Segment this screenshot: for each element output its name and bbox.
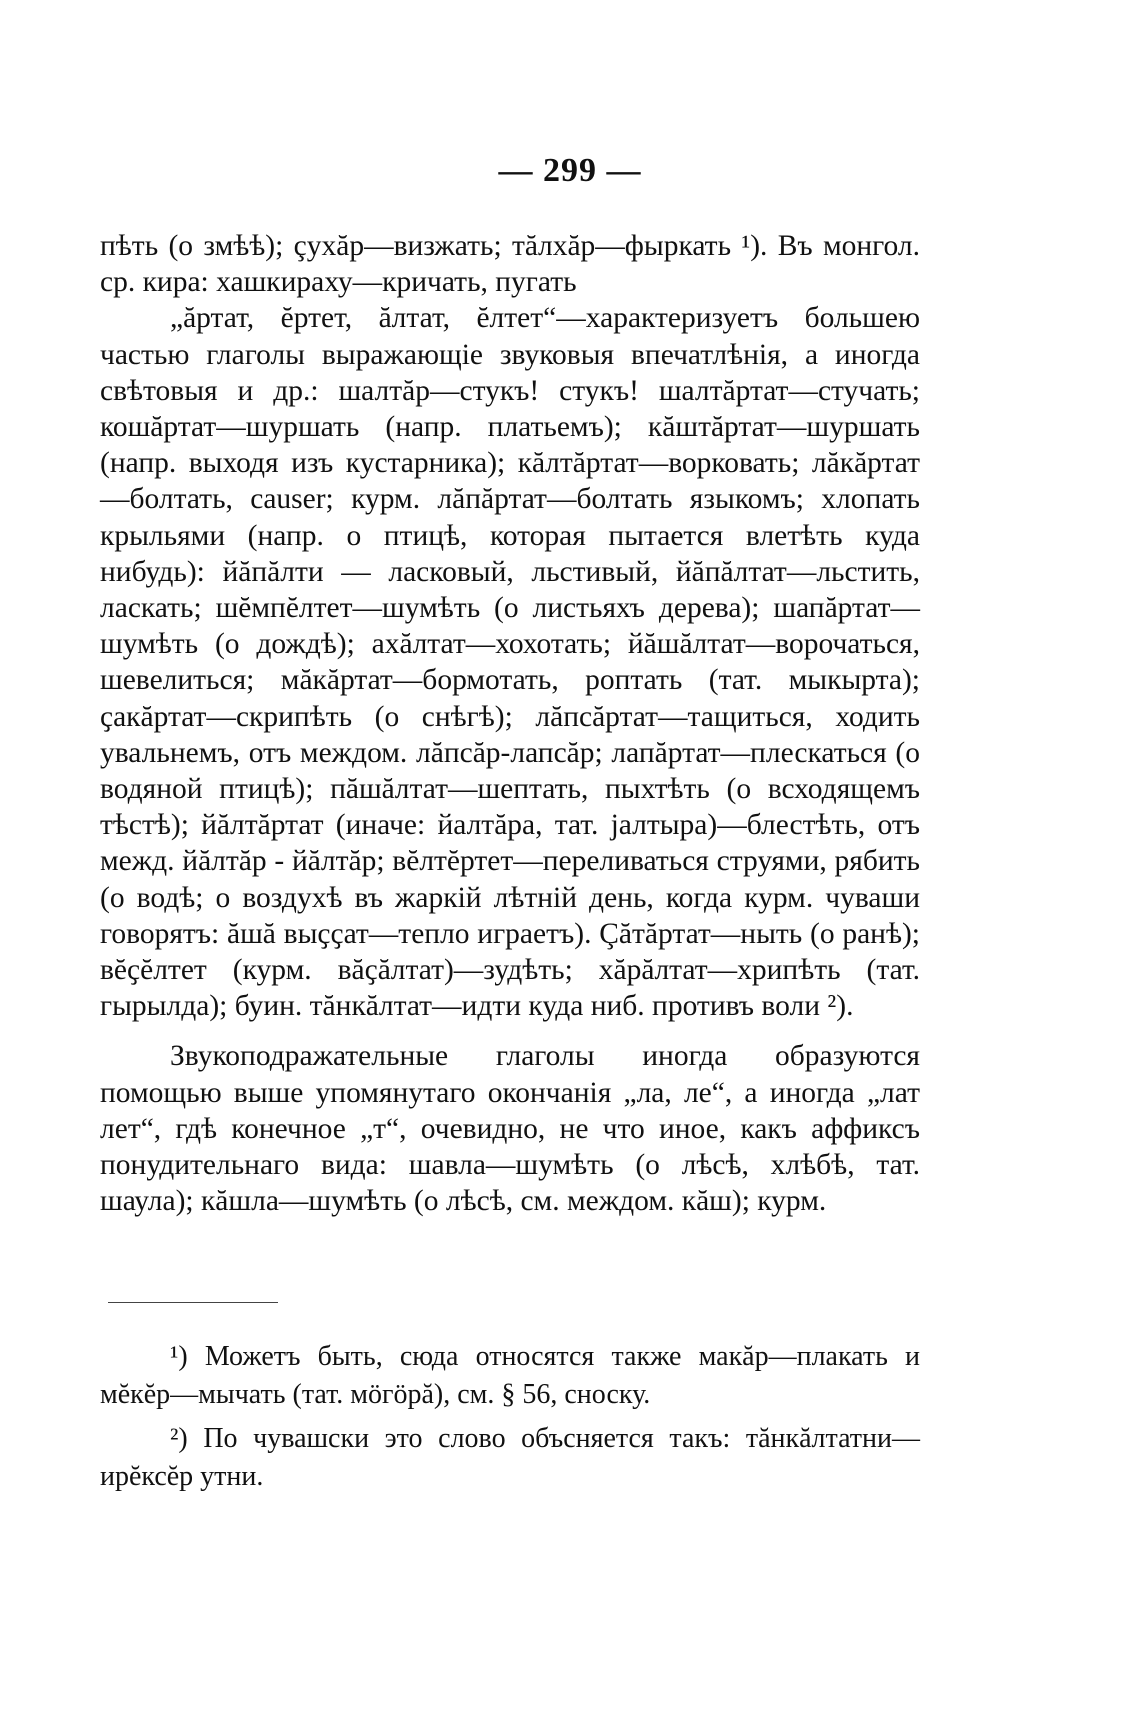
paragraph-onomatopoeic-verbs: Звукоподражательные глаголы иногда образуются помощью выше упомянутаго окончанія „ла, ле“, а иногда „лат лет“, гдѣ конечное „т“, очевидно, не что иное, какъ аффиксъ понудительнаго вида: шавла—шумѣть (о лѣсѣ, хлѣбѣ, тат. шаула); кăшла—шумѣть (о лѣсѣ, см. междом. кăш); курм. (100, 1040, 920, 1218)
footnote-divider (108, 1302, 278, 1303)
footnote-1: ¹) Можетъ быть, сюда относятся также макăр—плакать и мĕкĕр—мычать (тат. мӧгӧрă), см. § 56, сноску. (100, 1341, 920, 1410)
page-number: — 299 — (498, 152, 642, 189)
main-text (100, 228, 920, 1219)
footnotes (100, 1338, 920, 1502)
footnote-2: ²) По чувашски это слово объсняется такъ: тăнкăлтатни—ирĕксĕр утни. (100, 1423, 920, 1492)
paragraph-artat: „ăртат, ĕртет, ăлтат, ĕлтет“—характеризуетъ большею частью глаголы выражающіе звуковыя впечатлѣнія, а иногда свѣтовыя и др.: шалтăр—стукъ! стукъ! шалтăртат—стучать; кошăртат—шуршать (напр. платьемъ); кăштăртат—шуршать (напр. выходя изъ кустарника); кăлтăртат—ворковать; лăкăртат—болтать, causer; курм. лăпăртат—болтать языкомъ; хлопать крыльями (напр. о птицѣ, которая пытается влетѣть куда нибудь): йăпăлти — ласковый, льстивый, йăпăлтат—льстить, ласкать; шĕмпĕлтет—шумѣть (о листьяхъ дерева); шапăртат—шумѣть (о дождѣ); ахăлтат—хохотать; йăшăлтат—ворочаться, шевелиться; мăкăртат—бормотать, роптать (тат. мыкырта); ҫакăртат—скрипѣть (о снѣгѣ); лăпсăртат—тащиться, ходить увальнемъ, отъ междом. лăпсăр-лапсăр; лапăртат—плескаться (о водяной птицѣ); пăшăлтат—шептать, пыхтѣть (о всходящемъ тѣстѣ); йăлтăртат (иначе: йалтăра, тат. јалтыра)—блестѣть, отъ межд. йăлтăр - йăлтăр; вĕлтĕртет—переливаться струями, рябить (о водѣ; о воздухѣ въ жаркій лѣтній день, когда курм. чуваши говорятъ: ăшă выҫҫат—тепло играетъ). Çăтăртат—ныть (о ранѣ); вĕҫĕлтет (курм. вăҫăлтат)—зудѣть; хăрăлтат—хрипѣть (тат. гырылда); буин. тăнкăлтат—идти куда ниб. противъ воли ²). (100, 302, 920, 1023)
paragraph-continued: пѣть (о змѣѣ); çухăр—визжать; тăлхăр—фыркать ¹). Въ монгол. ср. кира: хашкираху—кричать, пугать (100, 230, 920, 299)
